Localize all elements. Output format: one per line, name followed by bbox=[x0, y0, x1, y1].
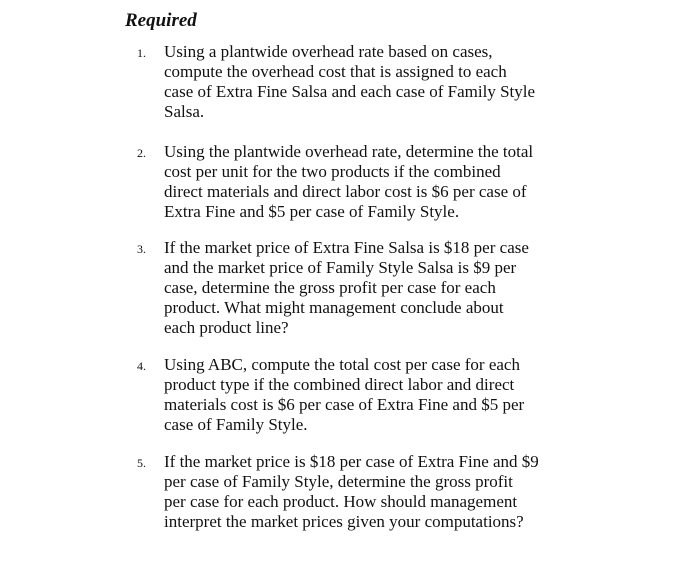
section-heading: Required bbox=[125, 10, 197, 31]
item-number: 1. bbox=[137, 46, 146, 60]
item-number: 5. bbox=[137, 456, 146, 470]
item-number: 3. bbox=[137, 242, 146, 256]
item-text: Using the plantwide overhead rate, determine the total cost per unit for the two products if the combined direct materials and direct labor cost is $6 per case of Extra Fine and $5 per case of Family Style. bbox=[164, 142, 534, 221]
item-text: Using a plantwide overhead rate based on cases, compute the overhead cost that is assigned to each case of Extra Fine Salsa and each case of Family Style Salsa. bbox=[164, 42, 536, 121]
item-text: If the market price of Extra Fine Salsa is $18 per case and the market price of Family Style Salsa is $9 per case, determine the gross profit per case for each product. What might management conclude about each product line? bbox=[164, 238, 529, 337]
item-number: 4. bbox=[137, 359, 146, 373]
item-text: If the market price is $18 per case of Extra Fine and $9 per case of Family Style, determine the gross profit per case for each product. How should management interpret the market prices given your computations? bbox=[164, 452, 539, 531]
item-number: 2. bbox=[137, 146, 146, 160]
item-text: Using ABC, compute the total cost per case for each product type if the combined direct labor and direct materials cost is $6 per case of Extra Fine and $5 per case of Family Style. bbox=[164, 355, 525, 434]
